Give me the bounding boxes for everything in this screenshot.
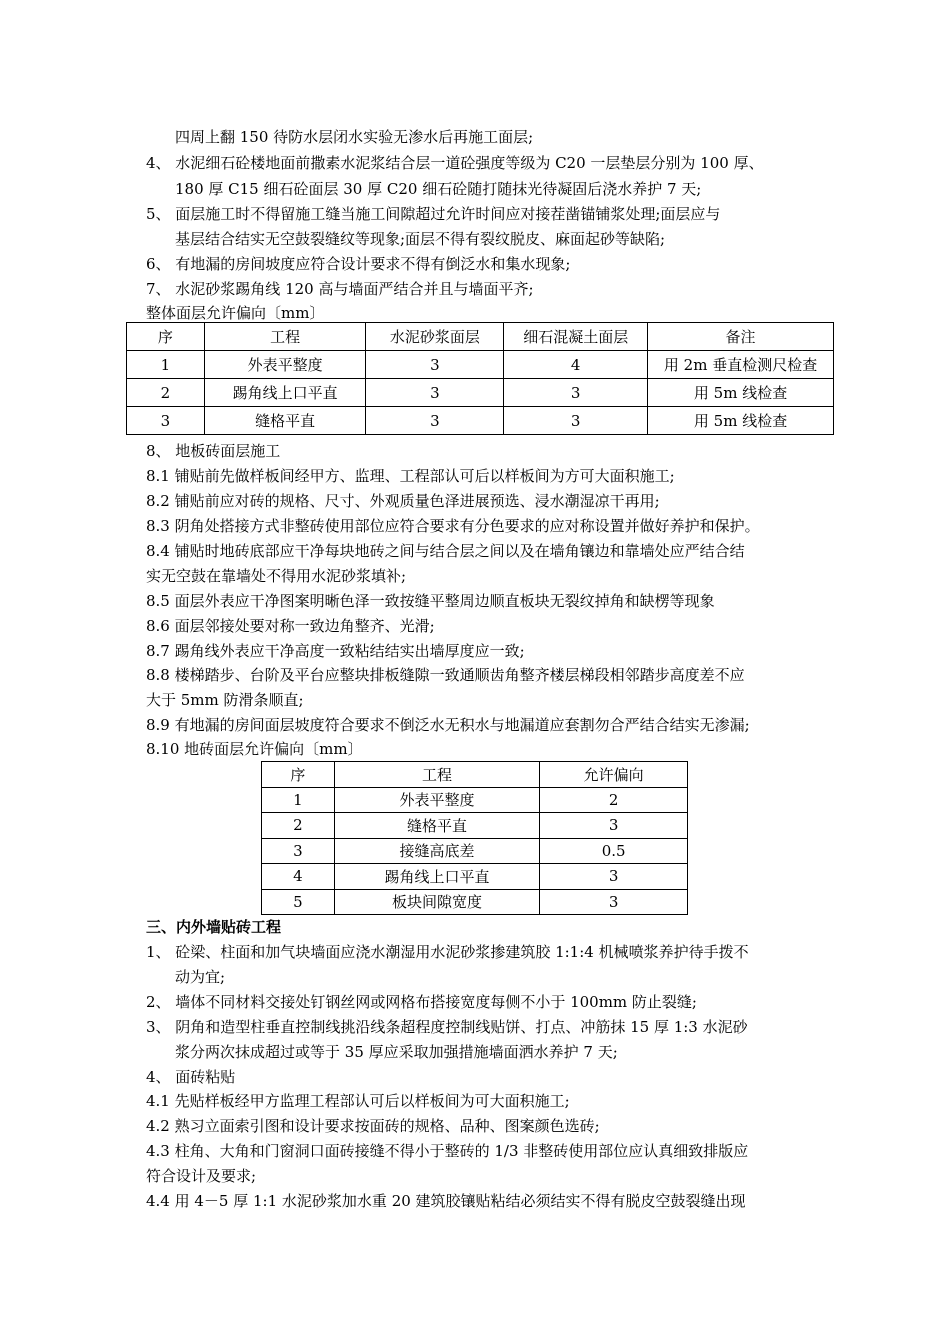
table-cell: 3 — [540, 889, 688, 915]
text-line: 实无空鼓在靠墙处不得用水泥砂浆填补; — [146, 567, 407, 585]
header-cell: 工程 — [204, 323, 366, 351]
text-line: 8.1 铺贴前先做样板间经甲方、监理、工程部认可后以样板间为方可大面积施工; — [146, 467, 675, 485]
table-cell: 缝格平直 — [204, 407, 366, 435]
table-cell: 用 2m 垂直检测尺检查 — [648, 351, 834, 379]
table-cell: 3 — [262, 838, 335, 864]
text-line: 8.3 阴角处搭接方式非整砖使用部位应符合要求有分色要求的应对称设置并做好养护和保护。 — [146, 517, 760, 535]
text-line: 浆分两次抹成超过或等于 35 厚应采取加强措施墙面洒水养护 7 天; — [175, 1043, 618, 1061]
text-line: 8.2 铺贴前应对砖的规格、尺寸、外观质量色泽进展预选、浸水潮湿凉干再用; — [146, 492, 660, 510]
table-cell: 踢角线上口平直 — [334, 864, 540, 890]
table-cell: 接缝高底差 — [334, 838, 540, 864]
table-cell: 4 — [262, 864, 335, 890]
table-cell: 3 — [540, 864, 688, 890]
text-line: 4、 水泥细石砼楼地面前撒素水泥浆结合层一道砼强度等级为 C20 一层垫层分别为 100 厚、 — [146, 154, 764, 172]
text-line: 4.4 用 4－5 厚 1:1 水泥砂浆加水重 20 建筑胶镶贴粘结必须结实不得有脱皮空鼓裂缝出现 — [146, 1192, 746, 1210]
text-line: 180 厚 C15 细石砼面层 30 厚 C20 细石砼随打随抹光待凝固后浇水养护 7 天; — [175, 180, 702, 198]
table-cell: 外表平整度 — [204, 351, 366, 379]
table-cell: 缝格平直 — [334, 813, 540, 839]
table-cell: 3 — [127, 407, 205, 435]
text-line: 4、 面砖粘贴 — [146, 1068, 236, 1086]
table-cell: 2 — [262, 813, 335, 839]
section-heading: 三、内外墙贴砖工程 — [146, 918, 282, 936]
table-caption: 整体面层允许偏向〔mm〕 — [146, 304, 325, 322]
header-cell: 工程 — [334, 762, 540, 788]
header-cell: 序 — [262, 762, 335, 788]
table-row — [262, 864, 688, 890]
table-header-row — [262, 762, 688, 788]
table-cell: 踢角线上口平直 — [204, 379, 366, 407]
table-cell: 2 — [540, 787, 688, 813]
text-line: 3、 阴角和造型柱垂直控制线挑沿线条超程度控制线贴饼、打点、冲筋抹 15 厚 1:3 水泥砂 — [146, 1018, 748, 1036]
table-cell: 3 — [366, 379, 504, 407]
header-cell: 序 — [127, 323, 205, 351]
table-header-row — [127, 323, 834, 351]
table-cell: 0.5 — [540, 838, 688, 864]
text-line: 四周上翻 150 待防水层闭水实验无渗水后再施工面层; — [175, 128, 534, 146]
header-cell: 水泥砂浆面层 — [366, 323, 504, 351]
table-cell: 3 — [504, 379, 648, 407]
text-line: 8.4 铺贴时地砖底部应干净每块地砖之间与结合层之间以及在墙角镶边和靠墙处应严结合结 — [146, 542, 745, 560]
text-line: 动为宜; — [175, 968, 226, 986]
table-cell: 板块间隙宽度 — [334, 889, 540, 915]
table-cell: 4 — [504, 351, 648, 379]
text-line: 8.9 有地漏的房间面层坡度符合要求不倒泛水无积水与地漏道应套割勿合严结合结实无渗漏; — [146, 716, 750, 734]
text-line: 5、 面层施工时不得留施工缝当施工间隙超过允许时间应对接茬凿锚铺浆处理;面层应与 — [146, 205, 721, 223]
table-cell: 外表平整度 — [334, 787, 540, 813]
text-line: 8.8 楼梯踏步、台阶及平台应整块排板缝隙一致通顺齿角整齐楼层梯段相邻踏步高度差不应 — [146, 666, 745, 684]
text-line: 6、 有地漏的房间坡度应符合设计要求不得有倒泛水和集水现象; — [146, 255, 571, 273]
header-cell: 允许偏向 — [540, 762, 688, 788]
text-line: 8、 地板砖面层施工 — [146, 442, 281, 460]
text-line: 1、 砼梁、柱面和加气块墙面应浇水潮湿用水泥砂浆掺建筑胶 1:1:4 机械喷浆养护待手拨不 — [146, 943, 749, 961]
text-line: 4.1 先贴样板经甲方监理工程部认可后以样板间为可大面积施工; — [146, 1092, 570, 1110]
table-cell: 3 — [366, 407, 504, 435]
text-line: 8.5 面层外表应干净图案明晰色泽一致按缝平整周边顺直板块无裂纹掉角和缺楞等现象 — [146, 592, 715, 610]
table-row — [127, 351, 834, 379]
text-line: 2、 墙体不同材料交接处钉钢丝网或网格布搭接宽度每侧不小于 100mm 防止裂缝; — [146, 993, 697, 1011]
table-row — [127, 407, 834, 435]
table-cell: 1 — [262, 787, 335, 813]
table-cell: 3 — [540, 813, 688, 839]
table-cell: 3 — [504, 407, 648, 435]
text-line: 4.3 柱角、大角和门窗洞口面砖接缝不得小于整砖的 1/3 非整砖使用部位应认真细致排版应 — [146, 1142, 749, 1160]
table-row — [262, 838, 688, 864]
text-line: 基层结合结实无空鼓裂缝纹等现象;面层不得有裂纹脱皮、麻面起砂等缺陷; — [175, 230, 666, 248]
surface-deviation-table — [126, 322, 834, 435]
table-cell: 3 — [366, 351, 504, 379]
table-cell: 1 — [127, 351, 205, 379]
text-line: 4.2 熟习立面索引图和设计要求按面砖的规格、品种、图案颜色选砖; — [146, 1117, 600, 1135]
table-row — [262, 787, 688, 813]
table-cell: 2 — [127, 379, 205, 407]
text-line: 7、 水泥砂浆踢角线 120 高与墙面严结合并且与墙面平齐; — [146, 280, 534, 298]
text-line: 符合设计及要求; — [146, 1167, 257, 1185]
header-cell: 细石混凝土面层 — [504, 323, 648, 351]
text-line: 8.7 踢角线外表应干净高度一致粘结结实出墙厚度应一致; — [146, 642, 525, 660]
text-line: 大于 5mm 防滑条顺直; — [146, 691, 304, 709]
table-row — [262, 813, 688, 839]
header-cell: 备注 — [648, 323, 834, 351]
text-line: 8.6 面层邻接处要对称一致边角整齐、光滑; — [146, 617, 435, 635]
table-row — [262, 889, 688, 915]
table-row — [127, 379, 834, 407]
tile-deviation-table — [261, 761, 688, 915]
table-cell: 用 5m 线检查 — [648, 379, 834, 407]
table-cell: 5 — [262, 889, 335, 915]
table-cell: 用 5m 线检查 — [648, 407, 834, 435]
table-caption: 8.10 地砖面层允许偏向〔mm〕 — [146, 740, 363, 758]
